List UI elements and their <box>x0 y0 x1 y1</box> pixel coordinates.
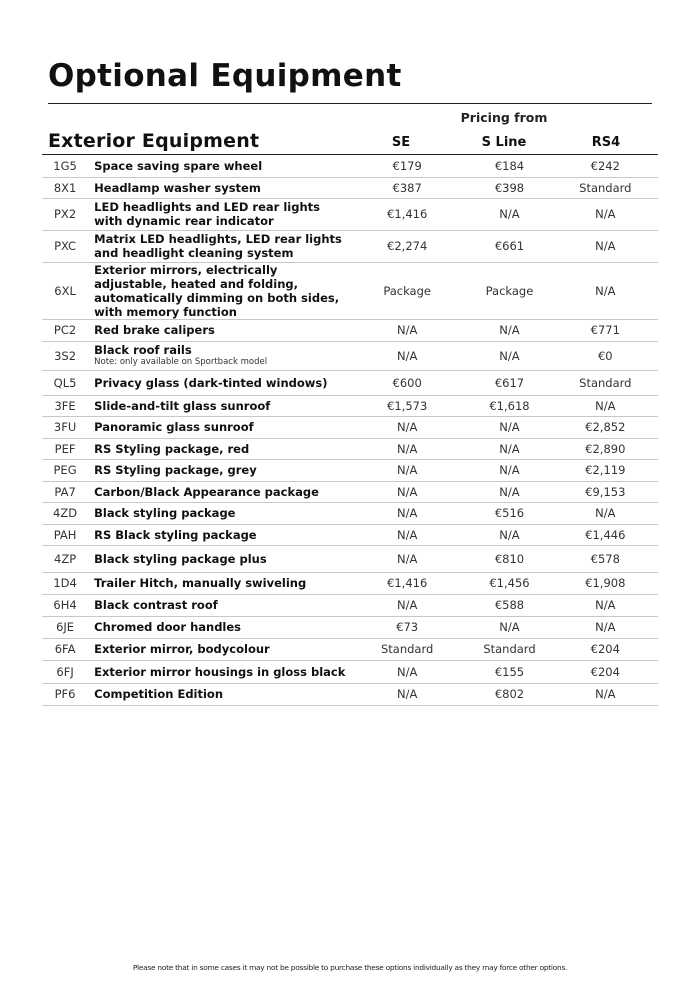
option-description-cell <box>88 395 348 416</box>
table-row <box>42 524 658 545</box>
price-rs4: €771 <box>553 319 658 341</box>
option-code: 4ZD <box>42 502 88 524</box>
price-s-line: €810 <box>466 545 552 572</box>
table-row <box>42 230 658 262</box>
price-se: €600 <box>348 370 466 395</box>
price-rs4: N/A <box>553 395 658 416</box>
option-description-cell <box>88 594 348 616</box>
option-code: 3FU <box>42 416 88 438</box>
option-description-cell <box>88 660 348 683</box>
price-s-line: €516 <box>466 502 552 524</box>
price-se: €387 <box>348 177 466 198</box>
price-se: N/A <box>348 502 466 524</box>
option-description-cell <box>88 416 348 438</box>
price-se: Package <box>348 262 466 319</box>
price-s-line: €184 <box>466 155 552 177</box>
price-s-line: N/A <box>466 438 552 459</box>
column-header-rs4: RS4 <box>591 135 621 150</box>
option-code: PA7 <box>42 481 88 502</box>
option-description-cell <box>88 638 348 660</box>
price-se: €1,416 <box>348 572 466 594</box>
price-se: Standard <box>348 638 466 660</box>
option-code: 3S2 <box>42 341 88 370</box>
table-row <box>42 683 658 705</box>
price-se: €2,274 <box>348 230 466 262</box>
price-rs4: €2,890 <box>553 438 658 459</box>
price-se: N/A <box>348 341 466 370</box>
table-row <box>42 319 658 341</box>
option-description-cell <box>88 341 348 370</box>
option-code: 6FJ <box>42 660 88 683</box>
option-description-cell <box>88 616 348 638</box>
price-s-line: N/A <box>466 319 552 341</box>
option-description: Competition Edition <box>94 687 224 701</box>
footer-note: Please note that in some cases it may not be possible to purchase these options individually as they may force other options. <box>132 963 568 972</box>
price-rs4: €2,852 <box>553 416 658 438</box>
option-description: Red brake calipers <box>94 323 215 337</box>
option-description: Trailer Hitch, manually swiveling <box>94 576 307 590</box>
price-se: €1,416 <box>348 198 466 230</box>
table-row <box>42 155 658 177</box>
table-row <box>42 341 658 370</box>
section-title: Exterior Equipment <box>48 130 260 152</box>
price-se: N/A <box>348 545 466 572</box>
option-code: 8X1 <box>42 177 88 198</box>
option-description-cell <box>88 177 348 198</box>
option-code: 3FE <box>42 395 88 416</box>
price-se: €73 <box>348 616 466 638</box>
column-header-se: SE <box>391 135 411 150</box>
table-row <box>42 616 658 638</box>
option-description: Exterior mirror housings in gloss black <box>94 664 346 679</box>
option-description: Black styling package <box>94 506 236 520</box>
price-se: N/A <box>348 459 466 481</box>
table-row <box>42 459 658 481</box>
price-se: N/A <box>348 416 466 438</box>
table-row <box>42 177 658 198</box>
table-row <box>42 198 658 230</box>
price-se: N/A <box>348 660 466 683</box>
price-rs4: €578 <box>553 545 658 572</box>
option-description-cell <box>88 683 348 705</box>
table-row <box>42 370 658 395</box>
price-se: N/A <box>348 683 466 705</box>
table-row <box>42 262 658 319</box>
price-s-line: Standard <box>466 638 552 660</box>
price-se: €179 <box>348 155 466 177</box>
price-s-line: N/A <box>466 416 552 438</box>
price-s-line: €661 <box>466 230 552 262</box>
price-rs4: €204 <box>553 638 658 660</box>
price-s-line: Package <box>466 262 552 319</box>
table-row <box>42 660 658 683</box>
price-rs4: €1,446 <box>553 524 658 545</box>
title-divider <box>48 103 652 104</box>
price-s-line: €1,618 <box>466 395 552 416</box>
price-rs4: Standard <box>553 370 658 395</box>
option-note: Note: only available on Sportback model <box>94 357 268 367</box>
option-description: RS Black styling package <box>94 527 257 542</box>
option-code: 4ZP <box>42 545 88 572</box>
option-code: 6JE <box>42 616 88 638</box>
option-description: Exterior mirrors, electrically adjustable, heated and folding, automatically dimming on both sides, with memory function <box>94 262 340 319</box>
column-header-s-line: S Line <box>481 135 527 150</box>
option-description-cell <box>88 502 348 524</box>
price-s-line: €155 <box>466 660 552 683</box>
option-code: 6FA <box>42 638 88 660</box>
option-description: RS Styling package, grey <box>94 463 257 477</box>
price-rs4: N/A <box>553 502 658 524</box>
price-rs4: N/A <box>553 616 658 638</box>
option-code: PF6 <box>42 683 88 705</box>
price-s-line: €1,456 <box>466 572 552 594</box>
option-code: PAH <box>42 524 88 545</box>
option-code: 1G5 <box>42 155 88 177</box>
price-rs4: €242 <box>553 155 658 177</box>
option-description: Exterior mirror, bodycolour <box>94 642 270 656</box>
price-rs4: N/A <box>553 230 658 262</box>
price-s-line: N/A <box>466 459 552 481</box>
price-se: N/A <box>348 594 466 616</box>
option-description: Matrix LED headlights, LED rear lights and headlight cleaning system <box>94 232 342 260</box>
price-s-line: N/A <box>466 481 552 502</box>
option-code: PXC <box>42 230 88 262</box>
table-row <box>42 438 658 459</box>
option-description: Chromed door handles <box>94 620 242 634</box>
option-code: PC2 <box>42 319 88 341</box>
price-s-line: €617 <box>466 370 552 395</box>
price-s-line: €398 <box>466 177 552 198</box>
option-description-cell <box>88 481 348 502</box>
table-row <box>42 572 658 594</box>
option-description-cell <box>88 155 348 177</box>
price-s-line: €802 <box>466 683 552 705</box>
price-s-line: €588 <box>466 594 552 616</box>
option-description: Black contrast roof <box>94 598 218 612</box>
option-description-cell <box>88 262 348 319</box>
table-row <box>42 594 658 616</box>
price-rs4: €204 <box>553 660 658 683</box>
price-rs4: N/A <box>553 683 658 705</box>
table-row <box>42 395 658 416</box>
price-s-line: N/A <box>466 616 552 638</box>
price-rs4: N/A <box>553 594 658 616</box>
options-table <box>42 155 658 706</box>
price-rs4: €1,908 <box>553 572 658 594</box>
option-description: Space saving spare wheel <box>94 158 263 173</box>
option-description: Panoramic glass sunroof <box>94 420 254 434</box>
option-description: Black roof rails <box>94 343 192 357</box>
option-description-cell <box>88 198 348 230</box>
option-description: LED headlights and LED rear lights with dynamic rear indicator <box>94 200 320 228</box>
option-code: 6H4 <box>42 594 88 616</box>
table-row <box>42 545 658 572</box>
option-code: PX2 <box>42 198 88 230</box>
price-rs4: Standard <box>553 177 658 198</box>
price-rs4: €0 <box>553 341 658 370</box>
table-row <box>42 638 658 660</box>
option-description: Slide-and-tilt glass sunroof <box>94 398 271 413</box>
option-code: QL5 <box>42 370 88 395</box>
price-s-line: N/A <box>466 524 552 545</box>
option-description: Black styling package plus <box>94 551 267 566</box>
price-se: N/A <box>348 524 466 545</box>
price-rs4: €9,153 <box>553 481 658 502</box>
option-description-cell <box>88 370 348 395</box>
option-description-cell <box>88 572 348 594</box>
option-code: 6XL <box>42 262 88 319</box>
price-rs4: N/A <box>553 198 658 230</box>
option-code: 1D4 <box>42 572 88 594</box>
price-se: N/A <box>348 438 466 459</box>
option-description: RS Styling package, red <box>94 441 250 456</box>
price-se: N/A <box>348 319 466 341</box>
option-code: PEF <box>42 438 88 459</box>
option-description: Carbon/Black Appearance package <box>94 484 319 499</box>
table-row <box>42 416 658 438</box>
table-row <box>42 502 658 524</box>
price-rs4: €2,119 <box>553 459 658 481</box>
option-description-cell <box>88 545 348 572</box>
page-title: Optional Equipment <box>48 58 402 94</box>
table-row <box>42 481 658 502</box>
option-description: Privacy glass (dark-tinted windows) <box>94 375 328 390</box>
option-code: PEG <box>42 459 88 481</box>
price-se: €1,573 <box>348 395 466 416</box>
price-s-line: N/A <box>466 341 552 370</box>
price-se: N/A <box>348 481 466 502</box>
pricing-from-label: Pricing from <box>460 110 548 125</box>
option-description-cell <box>88 438 348 459</box>
option-description-cell <box>88 319 348 341</box>
price-rs4: N/A <box>553 262 658 319</box>
option-description-cell <box>88 230 348 262</box>
option-description: Headlamp washer system <box>94 180 261 195</box>
option-description-cell <box>88 459 348 481</box>
option-description-cell <box>88 524 348 545</box>
price-s-line: N/A <box>466 198 552 230</box>
